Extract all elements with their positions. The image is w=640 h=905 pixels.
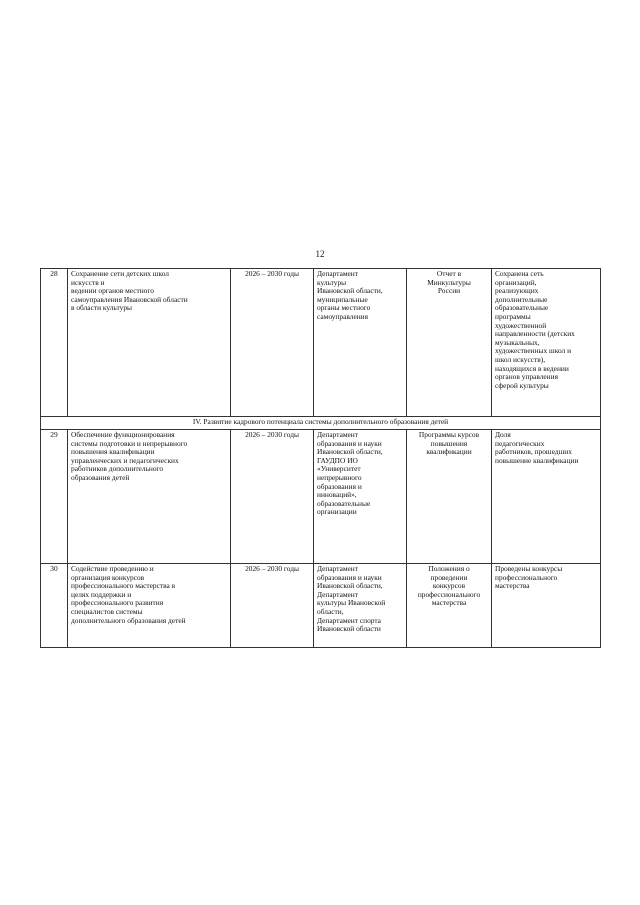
executor-cell: Департамент образования и науки Ивановской области, ГАУДПО ИО «Университет непрерывного образования и инноваций», образовательные организации bbox=[314, 430, 407, 564]
section-heading-row bbox=[41, 417, 601, 430]
result-cell: Доля педагогических работников, прошедших повышение квалификации bbox=[492, 430, 601, 564]
document-cell: Программы курсов повышения квалификации bbox=[407, 430, 492, 564]
result-cell: Проведены конкурсы профессионального мастерства bbox=[492, 564, 601, 648]
page-number: 12 bbox=[315, 249, 325, 259]
document-cell: Положения о проведении конкурсов профессионального мастерства bbox=[407, 564, 492, 648]
row-number-cell: 28 bbox=[41, 269, 68, 417]
activity-cell: Содействие проведению и организация конкурсов профессионального мастерства в целях поддержки и профессионального развития специалистов системы дополнительного образования детей bbox=[68, 564, 231, 648]
table-row bbox=[41, 564, 601, 648]
activity-cell: Сохранение сети детских школ искусств и ведении органов местного самоуправления Ивановской области в области культуры bbox=[68, 269, 231, 417]
table-row bbox=[41, 430, 601, 564]
activity-cell: Обеспечение функционирования системы подготовки и непрерывного повышения квалификации управленческих и педагогических работников дополнительного образования детей bbox=[68, 430, 231, 564]
executor-cell: Департамент образования и науки Ивановской области, Департамент культуры Ивановской области, Департамент спорта Ивановской области bbox=[314, 564, 407, 648]
row-number-cell: 29 bbox=[41, 430, 68, 564]
row-number-cell: 30 bbox=[41, 564, 68, 648]
table-row bbox=[41, 269, 601, 417]
action-plan-table bbox=[40, 268, 601, 648]
result-cell: Сохранена сеть организаций, реализующих дополнительные образовательные программы художественной направленности (детских музыкальных, художественных школ и школ искусств), находящихся в ведении органов управления сферой культуры bbox=[492, 269, 601, 417]
section-heading: IV. Развитие кадрового потенциала системы дополнительного образования детей bbox=[41, 417, 601, 430]
document-cell: Отчет в Минкультуры России bbox=[407, 269, 492, 417]
executor-cell: Департамент культуры Ивановской области, муниципальные органы местного самоуправления bbox=[314, 269, 407, 417]
term-cell: 2026 – 2030 годы bbox=[231, 430, 314, 564]
term-cell: 2026 – 2030 годы bbox=[231, 564, 314, 648]
term-cell: 2026 – 2030 годы bbox=[231, 269, 314, 417]
